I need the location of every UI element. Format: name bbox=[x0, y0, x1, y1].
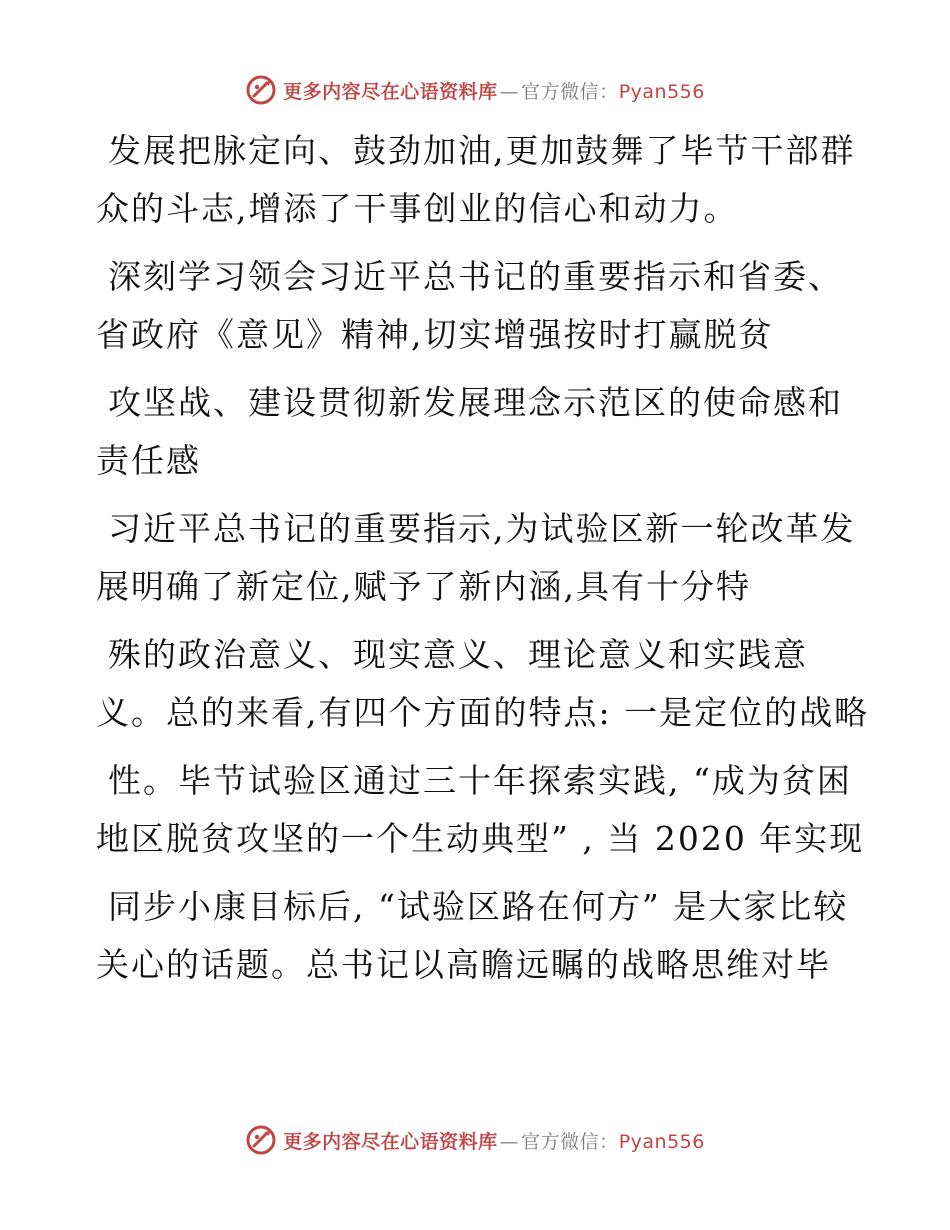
watermark-text bbox=[283, 77, 705, 104]
watermark-dash: — bbox=[499, 80, 520, 103]
body-line: 殊的政治意义、现实意义、理论意义和实践意 bbox=[108, 635, 808, 674]
body-line: 地区脱贫攻坚的一个生动典型” , 当 2020 年实现 bbox=[96, 819, 865, 858]
watermark-banner-top bbox=[0, 70, 950, 110]
body-line: 责任感 bbox=[96, 441, 201, 480]
body-line: 习近平总书记的重要指示,为试验区新一轮改革发 bbox=[108, 509, 856, 548]
brand-logo-icon bbox=[245, 74, 277, 106]
watermark-handle: Pyan556 bbox=[618, 80, 705, 103]
body-line: 关心的话题。总书记以高瞻远瞩的战略思维对毕 bbox=[96, 945, 831, 984]
body-line: 义。总的来看,有四个方面的特点: 一是定位的战略 bbox=[96, 693, 870, 732]
watermark-banner-bottom bbox=[0, 1120, 950, 1160]
body-line: 省政府《意见》精神,切实增强按时打赢脱贫 bbox=[96, 315, 774, 354]
body-line: 性。毕节试验区通过三十年探索实践, “成为贫困 bbox=[108, 761, 852, 800]
body-line: 发展把脉定向、鼓劲加油,更加鼓舞了毕节干部群 bbox=[108, 131, 856, 170]
body-line: 众的斗志,增添了干事创业的信心和动力。 bbox=[96, 189, 739, 228]
watermark-text bbox=[283, 1127, 705, 1154]
watermark-label: 官方微信： bbox=[521, 80, 619, 103]
watermark-dash: — bbox=[499, 1130, 520, 1153]
body-line: 攻坚战、建设贯彻新发展理念示范区的使命感和 bbox=[108, 383, 843, 422]
watermark-brand: 更多内容尽在心语资料库 bbox=[283, 80, 498, 103]
watermark-brand: 更多内容尽在心语资料库 bbox=[283, 1130, 498, 1153]
body-line: 同步小康目标后, “试验区路在何方” 是大家比较 bbox=[108, 887, 849, 926]
watermark-handle: Pyan556 bbox=[618, 1130, 705, 1153]
brand-logo-icon bbox=[245, 1124, 277, 1156]
document-body bbox=[96, 122, 870, 994]
body-line: 深刻学习领会习近平总书记的重要指示和省委、 bbox=[108, 257, 843, 296]
body-line: 展明确了新定位,赋予了新内涵,具有十分特 bbox=[96, 567, 751, 606]
watermark-label: 官方微信： bbox=[521, 1130, 619, 1153]
